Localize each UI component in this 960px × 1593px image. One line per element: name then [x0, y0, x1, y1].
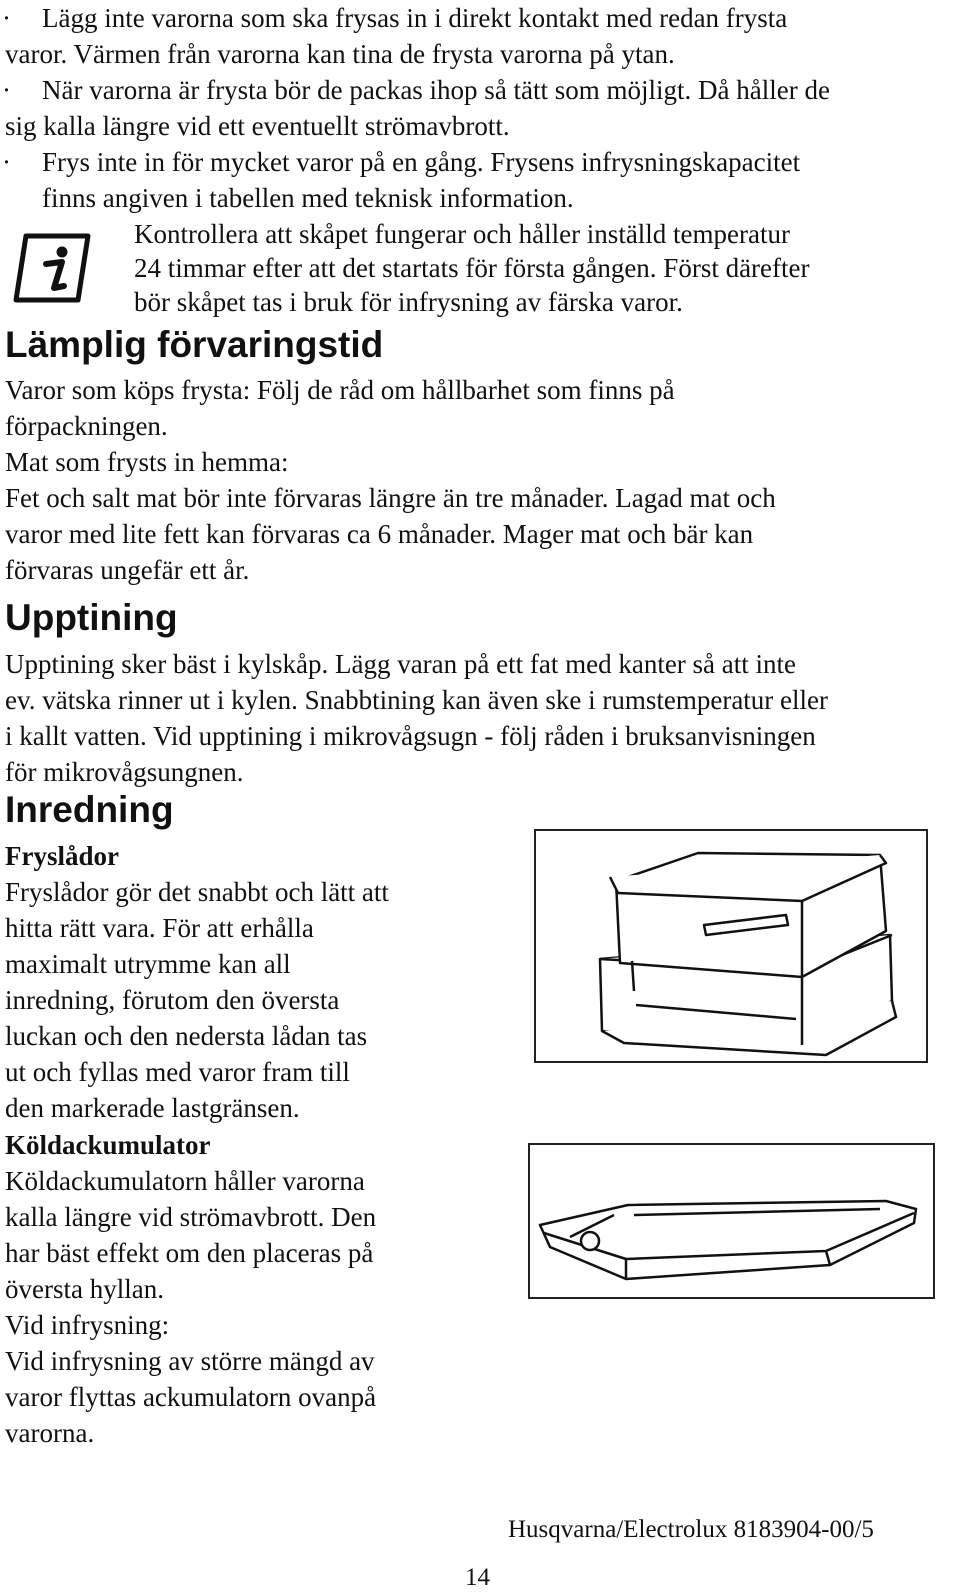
info-icon — [12, 232, 92, 304]
freezer-drawer-illustration — [536, 831, 926, 1061]
cold-accumulator-illustration — [530, 1145, 933, 1297]
bullet-text: När varorna är frysta bör de packas ihop så tätt som möjligt. Då håller de — [42, 75, 830, 105]
bullet-symbol: · — [2, 75, 11, 105]
bullet-text: varor. Värmen från varorna kan tina de frysta varorna på ytan. — [5, 39, 675, 69]
footer-brand-code: Husqvarna/Electrolux 8183904-00/5 — [508, 1516, 874, 1543]
info-text: Kontrollera att skåpet fungerar och håller inställd temperatur — [134, 219, 790, 249]
bullet-item — [0, 0, 960, 72]
drawers-subheading: Fryslådor — [5, 841, 119, 871]
info-text: bör skåpet tas i bruk för infrysning av färska varor. — [134, 287, 683, 317]
bullet-item — [0, 144, 960, 216]
drawers-text: Fryslådor gör det snabbt och lätt att hitta rätt vara. För att erhålla maximalt utrymme kan all inredning, förutom den översta luckan och den nedersta lådan tas ut och fyllas med varor fram till den markerade lastgränsen. — [5, 877, 389, 1123]
fittings-heading: Inredning — [5, 789, 174, 830]
info-text: 24 timmar efter att det startats för första gången. Först därefter — [134, 253, 810, 283]
freezer-drawer-figure — [534, 829, 928, 1063]
page-number: 14 — [465, 1564, 490, 1591]
info-note — [0, 214, 960, 322]
bullet-text: finns angiven i tabellen med teknisk information. — [42, 183, 574, 213]
bullet-text: sig kalla längre vid ett eventuellt strömavbrott. — [5, 111, 510, 141]
accumulator-subheading: Köldackumulator — [5, 1130, 211, 1160]
cold-accumulator-figure — [528, 1143, 935, 1299]
bullet-symbol: · — [2, 3, 11, 33]
bullet-text: Frys inte in för mycket varor på en gång. Frysens infrysningskapacitet — [42, 147, 801, 177]
thawing-text: Upptining sker bäst i kylskåp. Lägg varan på ett fat med kanter så att inte ev. vätska rinner ut i kylen. Snabbtining kan även ske i rumstemperatur eller i kallt vatten. Vid upptining i mikrovågsugn - följ råden i bruksanvisningen för mikrovågsungnen. — [5, 649, 829, 787]
storage-heading: Lämplig förvaringstid — [5, 324, 384, 365]
bullet-symbol: · — [2, 147, 11, 177]
thawing-heading: Upptining — [5, 597, 178, 638]
storage-text: Varor som köps frysta: Följ de råd om hållbarhet som finns på förpackningen. Mat som frysts in hemma: Fet och salt mat bör inte förvaras längre än tre månader. Lagad mat och varor med lite fett kan förvaras ca 6 månader. Mager mat och bär kan förvaras ungefär ett år. — [5, 375, 776, 585]
accumulator-text: Köldackumulatorn håller varorna kalla längre vid strömavbrott. Den har bäst effekt om den placeras på översta hyllan. Vid infrysning: Vid infrysning av större mängd av varor flyttas ackumulatorn ovanpå varorna. — [5, 1166, 377, 1448]
bullet-item — [0, 72, 960, 144]
bullet-text: Lägg inte varorna som ska frysas in i direkt kontakt med redan frysta — [42, 3, 788, 33]
